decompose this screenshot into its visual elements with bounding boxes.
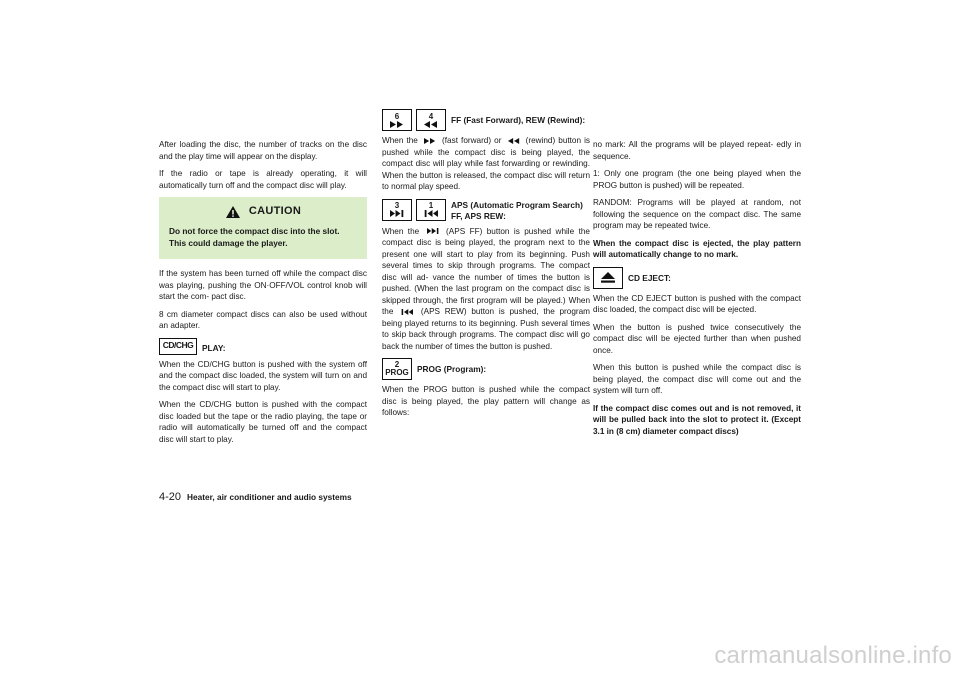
aps-ff-icon — [427, 228, 439, 234]
paragraph: When the button is pushed twice consecutively the compact disc will be ejected further than when pushed once. — [593, 322, 801, 355]
paragraph: If the radio or tape is already operating, it will automatically turn off and the compact disc will play. — [159, 169, 367, 190]
caution-box — [159, 197, 367, 259]
paragraph: If the system has been turned off while the compact disc was playing, pushing the ON·OFF/VOL control knob will start the com- pact disc. — [159, 269, 367, 301]
play-heading — [159, 338, 367, 355]
paragraph: When the CD/CHG button is pushed with the system off and the compact disc loaded, the system will turn on and the compact disc will start to play. — [159, 359, 367, 392]
text-run: When the — [382, 226, 420, 236]
fast-forward-icon — [390, 121, 404, 128]
column-left — [159, 139, 367, 451]
page-footer — [159, 491, 352, 503]
paragraph: After loading the disc, the number of tracks on the disc and the play time will appear on the display. — [159, 140, 367, 161]
ff-rew-heading — [382, 109, 590, 131]
column-right — [593, 139, 801, 443]
rewind-key — [416, 109, 446, 131]
paragraph: no mark: All the programs will be played repeat- edly in sequence. — [593, 140, 801, 161]
caution-header — [169, 205, 357, 219]
caution-triangle-icon — [225, 205, 241, 219]
prog-heading — [382, 358, 590, 380]
key-number: 6 — [394, 111, 400, 121]
eject-key — [593, 267, 623, 289]
play-heading-text: PLAY: — [202, 342, 226, 353]
aps-ff-icon — [390, 210, 404, 217]
eject-heading-text: CD EJECT: — [628, 272, 671, 283]
text-run: (fast forward) or — [442, 136, 502, 145]
paragraph — [382, 226, 590, 353]
page-number: 4-20 — [159, 491, 182, 503]
eject-heading — [593, 267, 801, 289]
key-number: 1 — [428, 201, 434, 210]
rewind-icon — [424, 121, 438, 128]
key-number: 2 — [394, 360, 400, 369]
paragraph: When the CD EJECT button is pushed with the compact disc loaded, the compact disc will be ejected. — [593, 293, 801, 314]
fast-forward-icon — [424, 138, 436, 144]
aps-rew-icon — [424, 210, 438, 217]
aps-ff-key — [382, 199, 412, 221]
aps-rew-icon — [401, 309, 413, 315]
aps-heading-text: APS (Automatic Program Search) FF, APS REW: — [451, 199, 583, 221]
section-title: Heater, air conditioner and audio systems — [187, 492, 352, 502]
text-run: (rewind) button is pushed while the compact disc is being played, the compact disc will play while fast forwarding or rewinding. When the button is released, the compact disc will return to normal play speed. — [382, 136, 591, 191]
text-run: (APS FF) button is pushed while the compact disc is being played, the program next to the present one will start to play from its beginning. Push several times to skip through programs. The compact disc will ad- vance the number of times the button is pushed. (When the last program on the compact disc is skipped through, the first program will be played.) When the — [382, 226, 590, 316]
rewind-icon — [508, 138, 520, 144]
cd-chg-icon: CD/CHG — [159, 338, 197, 355]
aps-heading — [382, 199, 590, 222]
paragraph: RANDOM: Programs will be played at random, not following the sequence on the compact disc. The same program may be repeated twice. — [593, 198, 801, 230]
bold-paragraph: If the compact disc comes out and is not removed, it will be pulled back into the slot to protect it. (Except 3.1 in (8 cm) diameter compact discs) — [593, 403, 801, 436]
prog-heading-text: PROG (Program): — [417, 364, 487, 374]
column-middle — [382, 111, 591, 425]
aps-rew-key — [416, 199, 446, 221]
paragraph: 1: Only one program (the one being played when the PROG button is pushed) will be repeated. — [593, 169, 801, 190]
paragraph — [382, 135, 590, 193]
key-number: 3 — [394, 201, 400, 210]
fast-forward-key — [382, 109, 412, 131]
bold-paragraph: When the compact disc is ejected, the play pattern will automatically change to no mark. — [593, 238, 801, 259]
paragraph: When the PROG button is pushed while the compact disc is being played, the play pattern will change as follows: — [382, 385, 590, 417]
ff-rew-heading-text: FF (Fast Forward), REW (Rewind): — [451, 115, 586, 125]
paragraph: 8 cm diameter compact discs can also be used without an adapter. — [159, 309, 367, 330]
prog-icon — [382, 358, 412, 380]
caution-text: Do not force the compact disc into the slot. This could damage the player. — [169, 226, 340, 248]
watermark: carmanualsonline.info — [714, 642, 952, 669]
text-run: (APS REW) button is pushed, the program being played returns to its beginning. Push several times to skip back through programs. The compact disc will go back the number of times the button is pushed. — [382, 307, 590, 351]
text-run: When the — [382, 136, 418, 145]
key-number: 4 — [428, 111, 434, 121]
key-label: PROG — [385, 368, 409, 377]
paragraph: When this button is pushed while the compact disc is being played, the compact disc will come out and the system will turn off. — [593, 363, 801, 395]
paragraph: When the CD/CHG button is pushed with the compact disc loaded but the tape or the radio playing, the tape or radio will automatically be turned off and the compact disc will start to play. — [159, 400, 367, 444]
eject-icon — [601, 272, 615, 283]
caution-title: CAUTION — [248, 205, 302, 218]
